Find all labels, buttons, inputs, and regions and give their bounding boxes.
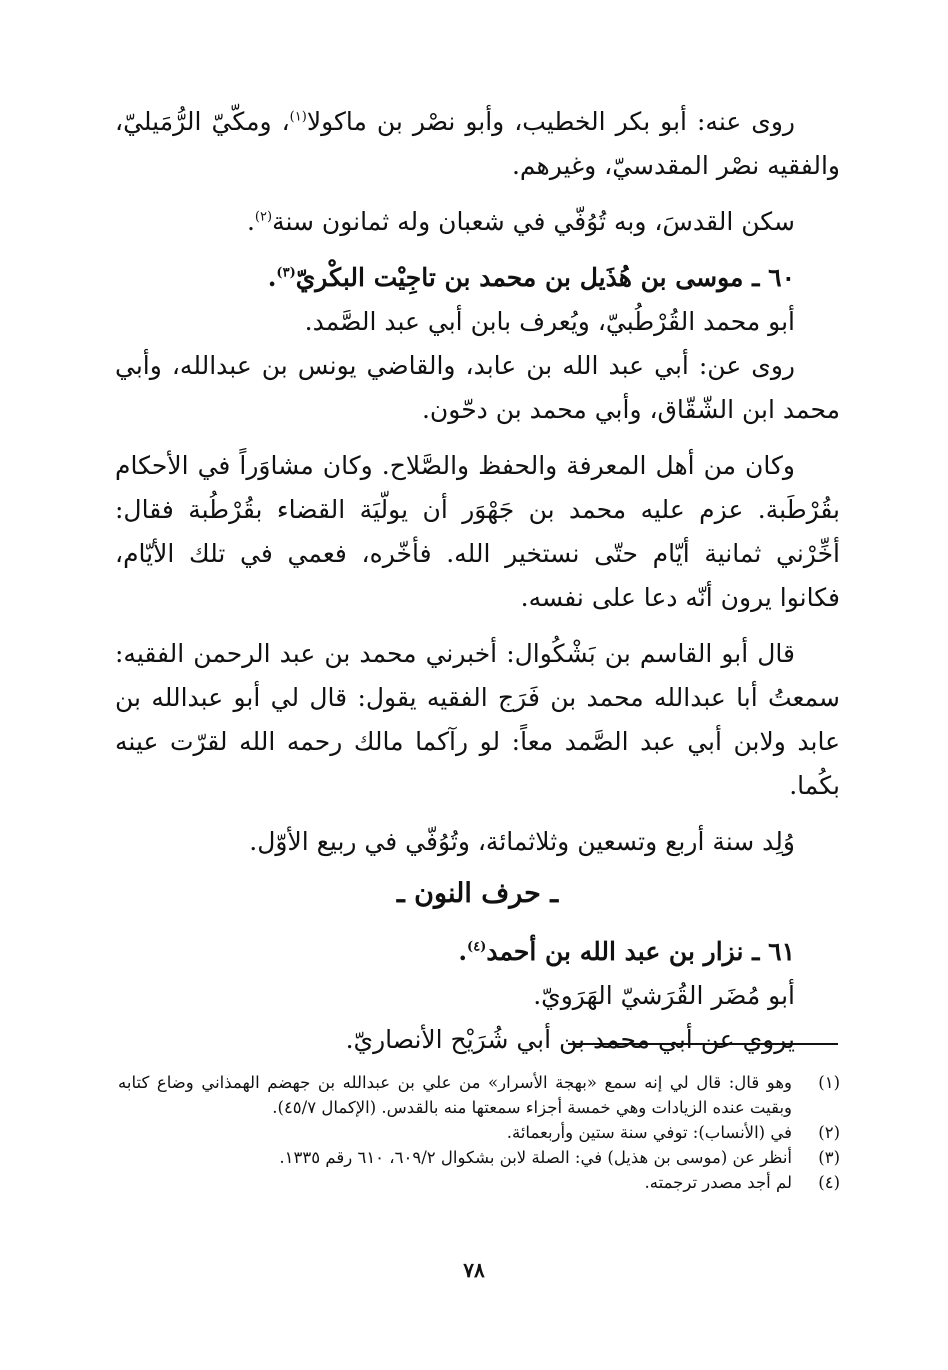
footnote-separator [568,1043,838,1045]
footnote-number: (٢) [818,1123,840,1142]
entry-60-narrated-from: روى عن: أبي عبد الله بن عابد، والقاضي يونس بن عبدالله، وأبي محمد ابن الشّقّاق، وأبي محمد بن دحّون. [115,351,840,424]
footnote-ref-3[interactable]: (٣) [276,265,296,281]
entry-60-quote: قال أبو القاسم بن بَشْكُوال: أخبرني محمد بن عبد الرحمن الفقيه: سمعتُ أبا عبدالله محمد بن فَرَج الفقيه يقول: قال لي أبو عبدالله بن عابد ولابن أبي عبد الصَّمد معاً: لو رآكما مالك رحمه الله لقرّت عينه بكُما. [115,639,840,800]
footnote-text: وهو قال: قال لي إنه سمع «بهجة الأسرار» من علي بن عبدالله بن جهضم الهمذاني وضاع كتابه وبقيت عنده الزيادات وهي خمسة أجزاء سمعتها منه بالقدس. (الإكمال ٤٥/٧). [118,1073,792,1117]
residence-text: سكن القدسَ، وبه تُوُفّي في شعبان وله ثمانون سنة [272,207,795,236]
footnote-number: (١) [818,1073,840,1092]
footnote-ref-2[interactable]: (٢) [254,209,273,225]
page-number: ٧٨ [463,1258,485,1282]
section-heading-nun: ـ حرف النون ـ [396,878,559,909]
footnote-number: (٤) [818,1173,840,1192]
footnote-text: لم أجد مصدر ترجمته. [644,1173,792,1192]
entry-61-kunya: أبو مُضَر القُرَشيّ الهَرَويّ. [533,981,795,1010]
footnote-number: (٣) [818,1148,840,1167]
entry-61-title [115,930,840,974]
entry-61-title-end: . [458,937,468,966]
footnotes [118,1070,840,1195]
footnote-3 [118,1145,840,1170]
main-text [115,100,840,1062]
entry-61-narrates: يروي عن أبي محمد بن أبي شُرَيْح الأنصاريّ. [345,1025,795,1054]
footnote-ref-4[interactable]: (٤) [467,939,487,955]
footnote-2 [118,1120,840,1145]
footnote-ref-1[interactable]: (١) [289,109,307,125]
entry-60-kunya: أبو محمد القُرْطُبيّ، ويُعرف بابن أبي عبد الصَّمد. [304,307,795,336]
residence-end: . [246,207,255,236]
residence-paragraph [115,200,840,244]
entry-61-name: ٦١ ـ نزار بن عبد الله بن أحمد [486,937,795,966]
entry-60-biography: وكان من أهل المعرفة والحفظ والصَّلاح. وكان مشاوَراً في الأحكام بقُرْطَبة. عزم عليه محمد بن جَهْوَر أن يولّيَة القضاء بقُرْطُبة فقال: أخِّرْني ثمانية أيّام حتّى نستخير الله. فأخّره، فعمي في تلك الأيّام، فكانوا يرون أنّه دعا على نفسه. [115,451,840,612]
entry-60-death: وُلِد سنة أربع وتسعين وثلاثمائة، وتُوُفّي في ربيع الأوّل. [249,827,795,856]
footnote-text: أنظر عن (موسى بن هذيل) في: الصلة لابن بشكوال ٦٠٩/٢، ٦١٠ رقم ١٣٣٥. [279,1148,792,1167]
narrators-paragraph [115,100,840,188]
narrators-text-rest: ، ومكّيّ الرُّمَيليّ، والفقيه نصْر المقدسيّ، وغيرهم. [115,107,840,180]
entry-60-title-end: . [267,263,277,292]
entry-60-title [115,256,840,300]
footnote-1 [118,1070,840,1120]
entry-60-name: ٦٠ ـ موسى بن هُذَيل بن محمد بن تاجِيْت البكْريّ [295,263,795,292]
narrators-text: روى عنه: أبو بكر الخطيب، وأبو نصْر بن ماكولا [306,107,796,136]
footnote-4 [118,1170,840,1195]
footnote-text: في (الأنساب): توفي سنة ستين وأربعمائة. [506,1123,792,1142]
